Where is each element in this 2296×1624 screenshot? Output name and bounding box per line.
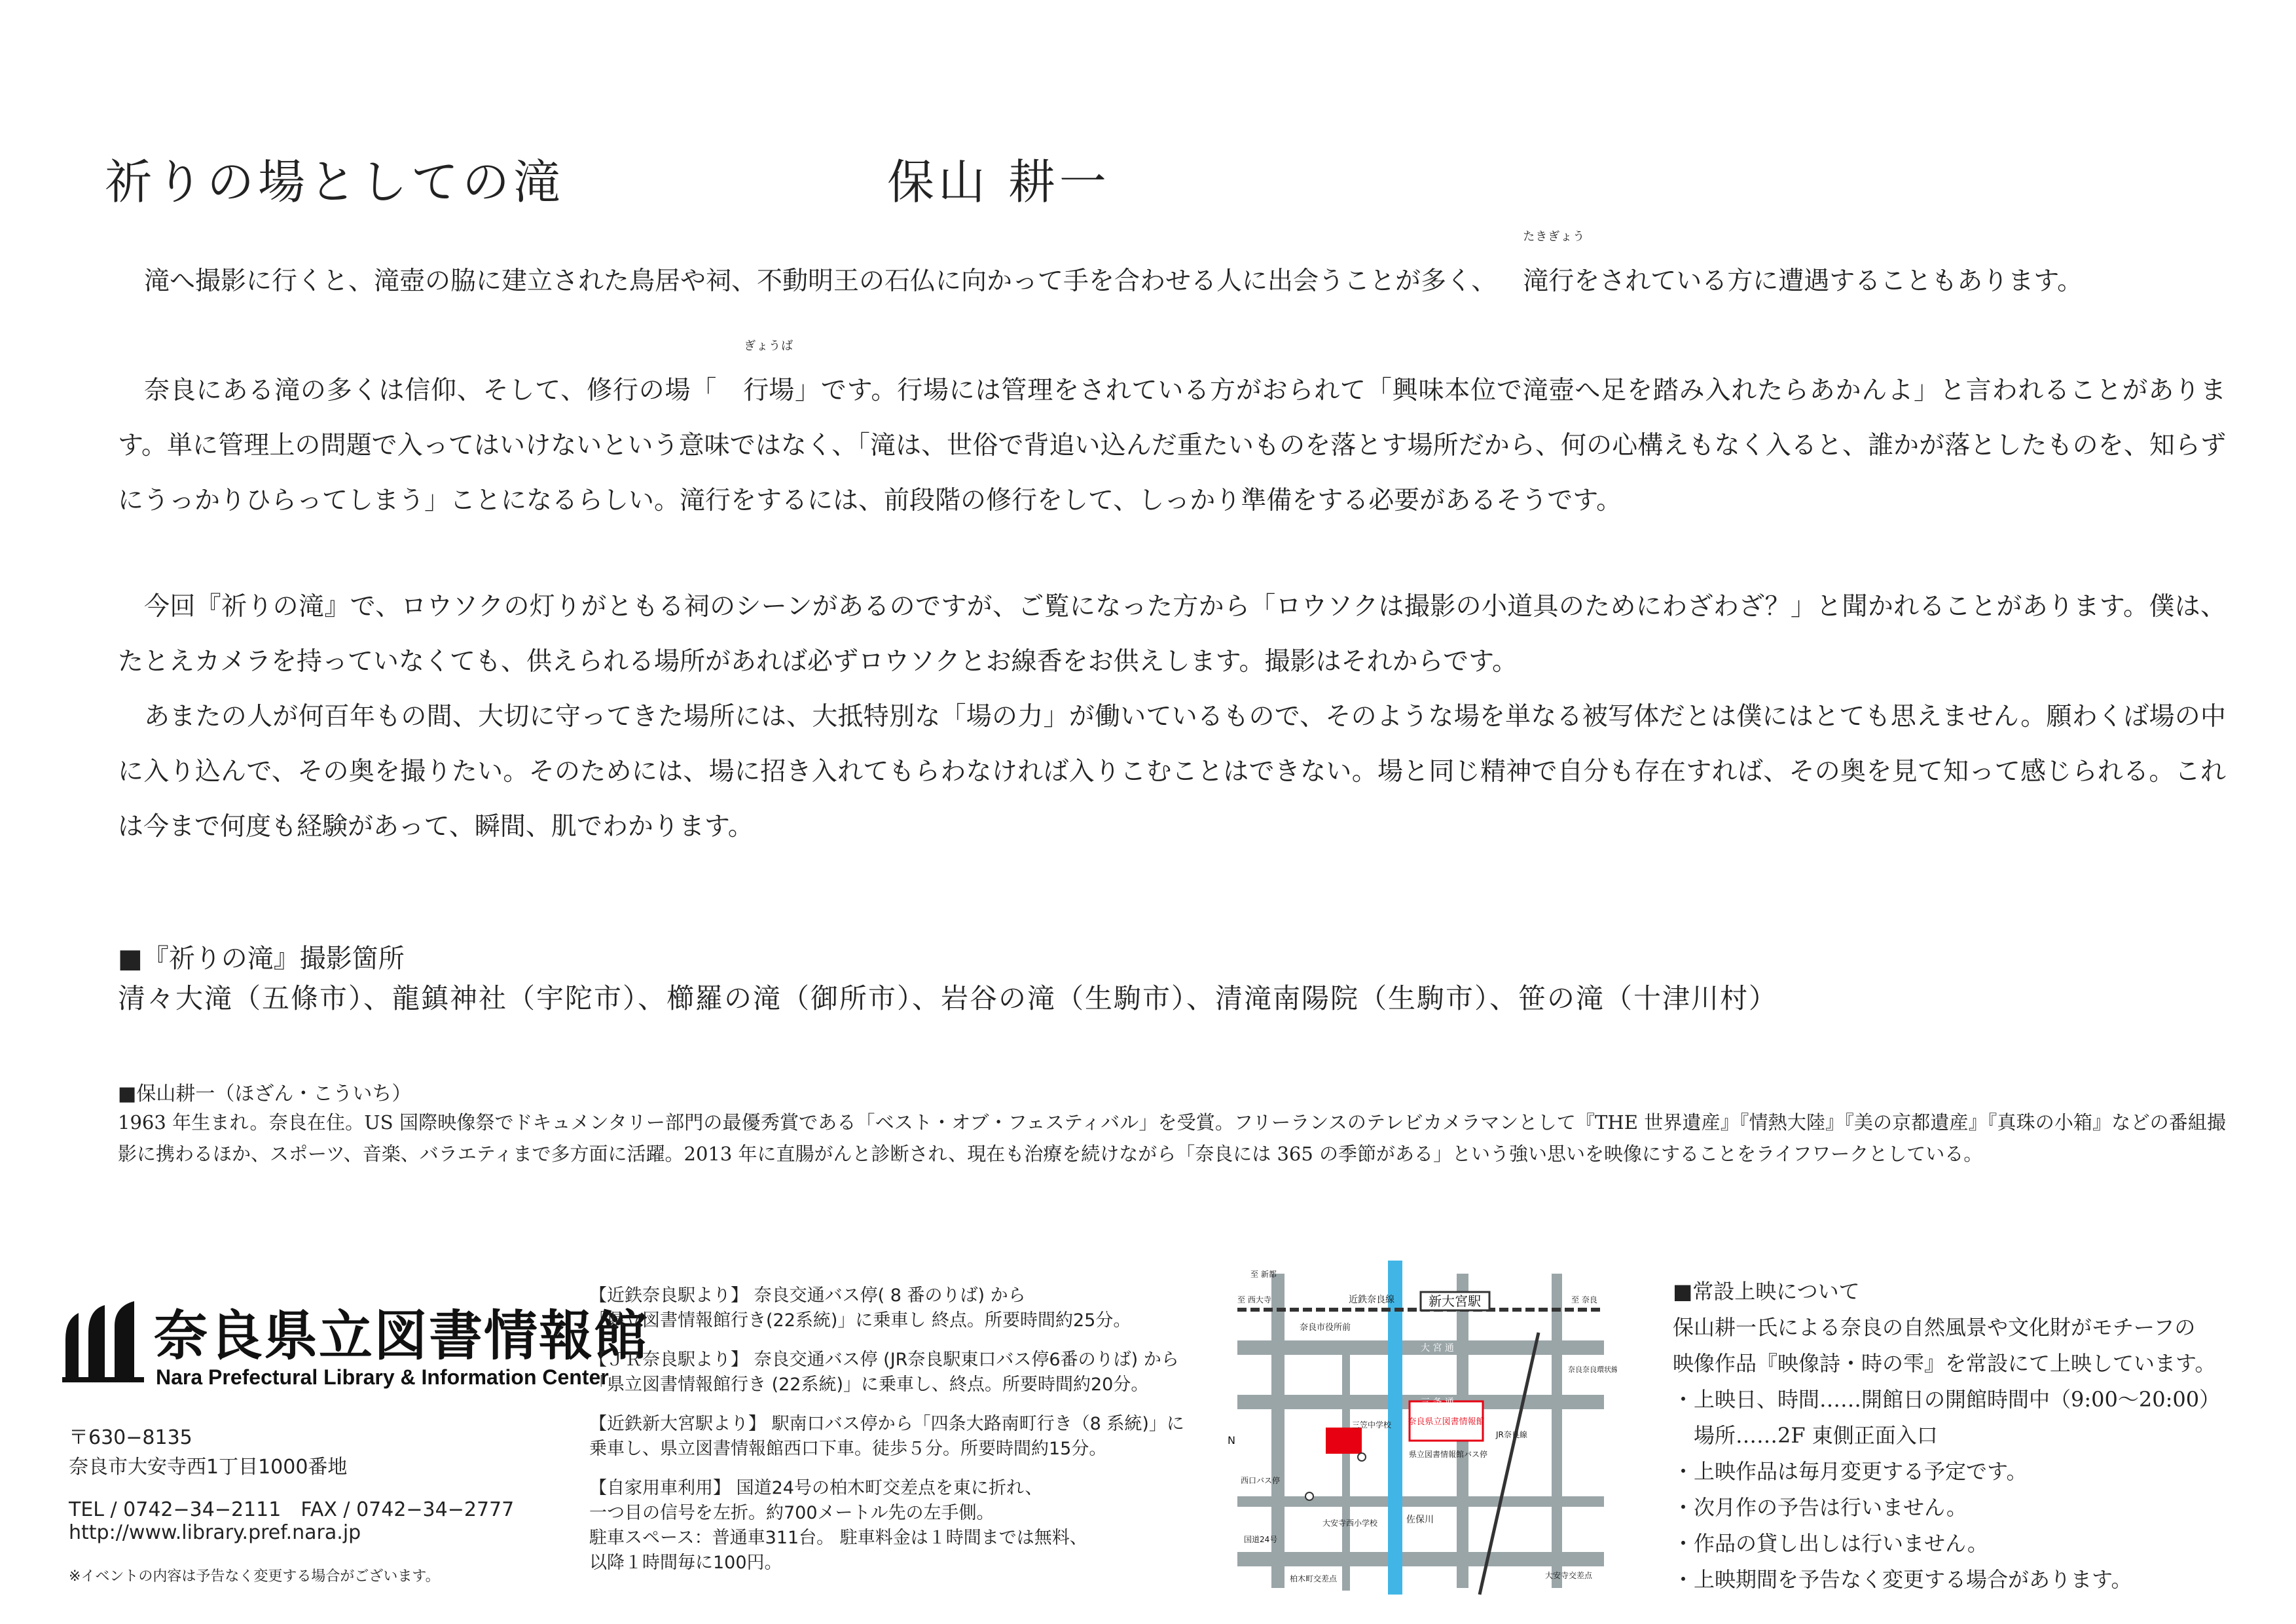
screening-line: ・上映作品は毎月変更する予定です。 xyxy=(1673,1459,2028,1484)
road-mid xyxy=(1237,1496,1604,1507)
map-label: 至 新都 xyxy=(1250,1270,1277,1279)
ruby-base: 行場 xyxy=(743,376,795,405)
screening-line: 場所……2F 東側正面入口 xyxy=(1673,1423,1938,1448)
library-logo-icon xyxy=(62,1300,147,1388)
map-label: 奈良県立図書情報館 xyxy=(1408,1417,1485,1427)
ruby-reading: たきぎょう xyxy=(1523,230,1586,244)
access-line: 「県立図書情報館行き (22系統)」に乗車し、終点。所要時間約20分。 xyxy=(589,1375,1149,1395)
map-label: 奈良市役所前 xyxy=(1300,1323,1351,1333)
screening-line: ・次月作の予告は行いません。 xyxy=(1673,1495,1967,1520)
map-label: JR奈良線 xyxy=(1496,1430,1527,1439)
library-address: 奈良市大安寺西1丁目1000番地 xyxy=(69,1456,348,1479)
access-directions xyxy=(589,1283,1198,1590)
essay-p2-text-a: 奈良にある滝の多くは信仰、そして、修行の場「 xyxy=(144,376,718,405)
essay-paragraph-2 xyxy=(118,339,2226,528)
map-label: 至 奈良 xyxy=(1571,1295,1597,1304)
map-label: 大安寺西小学校 xyxy=(1322,1519,1378,1528)
essay-p1-text-a: 滝へ撮影に行くと、滝壺の脇に建立された鳥居や祠、不動明王の石仏に向かって手を合わせる人に出会うことが多く、 xyxy=(144,267,1497,296)
access-shin-omiya xyxy=(589,1412,1198,1462)
library-url[interactable]: http://www.library.pref.nara.jp xyxy=(69,1521,361,1544)
screening-line: ・上映期間を予告なく変更する場合があります。 xyxy=(1673,1567,2132,1592)
road-south xyxy=(1237,1552,1604,1566)
screening-line: 映像作品『映像詩・時の雫』を常設にて上映しています。 xyxy=(1673,1351,2216,1376)
library-name-en: Nara Prefectural Library & Information Center xyxy=(156,1365,609,1389)
map-label: 三 条 通 xyxy=(1421,1397,1454,1408)
screening-line: ・上映日、時間……開館日の開館時間中（9:00〜20:00） xyxy=(1673,1387,2221,1412)
map-label: 西口バス停 xyxy=(1241,1476,1281,1485)
ruby-base: 滝行 xyxy=(1523,267,1575,296)
screening-line: ・作品の貸し出しは行いません。 xyxy=(1673,1531,1988,1556)
access-line: 【ＪＲ奈良駅より】 奈良交通バス停 (JR奈良駅東口バス停6番のりば) から xyxy=(589,1350,1179,1370)
map-label: 大安寺交差点 xyxy=(1545,1571,1593,1580)
library-name: 奈良県立図書情報館 xyxy=(154,1305,649,1367)
map-label: N xyxy=(1228,1434,1235,1447)
essay-p1-text-b: をされている方に遭遇することもあります。 xyxy=(1574,267,2083,296)
map-label: 柏木町交差点 xyxy=(1290,1574,1338,1583)
bio-heading: ■保山耕一（ほざん・こういち） xyxy=(118,1082,412,1105)
map-label: 佐保川 xyxy=(1406,1515,1434,1525)
access-line: 【近鉄奈良駅より】 奈良交通バス停( 8 番のりば) から xyxy=(589,1285,1026,1306)
access-line: 乗車し、県立図書情報館西口下車。徒歩５分。所要時間約15分。 xyxy=(589,1439,1107,1459)
access-line: 一つ目の信号を左折。約700メートル先の左手側。 xyxy=(589,1503,994,1523)
essay-paragraph-3 xyxy=(118,580,2226,690)
library-postal: 〒630−8135 xyxy=(69,1426,192,1449)
essay-paragraph-4 xyxy=(118,690,2226,855)
locations-list: 清々大滝（五條市）、龍鎮神社（宇陀市）、櫛羅の滝（御所市）、岩谷の滝（生駒市）、清滝南陽院（生駒市）、笹の滝（十津川村） xyxy=(118,982,1778,1014)
access-line: 以降１時間毎に100円。 xyxy=(589,1553,782,1573)
bus-stop-icon xyxy=(1358,1453,1366,1461)
map-label: 三笠中学校 xyxy=(1352,1420,1392,1430)
map-label: 県立図書情報館バス停 xyxy=(1409,1450,1488,1459)
locations-heading: ■『祈りの滝』撮影箇所 xyxy=(118,944,405,974)
road-far-east xyxy=(1552,1274,1562,1588)
library-marker xyxy=(1326,1428,1362,1454)
road-local xyxy=(1342,1355,1350,1591)
essay-paragraph-1 xyxy=(118,230,2226,309)
access-kintetsu-nara xyxy=(589,1283,1198,1333)
access-line: 駐車スペース：普通車311台。 駐車料金は１時間までは無料、 xyxy=(589,1528,1087,1548)
bus-stop-icon xyxy=(1305,1492,1313,1500)
screening-info xyxy=(1673,1274,2262,1598)
map-label: 国道24号 xyxy=(1244,1535,1278,1544)
ruby-gyoba xyxy=(717,339,795,418)
access-jr-nara xyxy=(589,1348,1198,1397)
access-line: 【自家用車利用】 国道24号の柏木町交差点を東に折れ、 xyxy=(589,1478,1043,1498)
access-line: 【近鉄新大宮駅より】 駅南口バス停から「四条大路南町行き（8 系統)」に xyxy=(589,1414,1184,1434)
access-line: 「県立図書情報館行き(22系統)」に乗車し 終点。所要時間約25分。 xyxy=(589,1310,1131,1331)
ruby-takigyo xyxy=(1497,230,1586,309)
library-tel-fax: TEL / 0742−34−2111 FAX / 0742−34−2777 xyxy=(69,1498,515,1521)
screening-heading: ■常設上映について xyxy=(1673,1279,1860,1304)
essay-p2-text-b: 」です。行場には管理をされている方がおられて「興味本位で滝壺へ足を踏み入れたらあかんよ」と言われることがあります。単に管理上の問題で入ってはいけないという意味ではなく、「滝は、世俗で背追い込んだ重たいものを落とす場所だから、何の心構えもなく入ると、誰かが落としたものを、知らずにうっかりひらってしまう」ことになるらしい。滝行をするには、前段階の修行をして、しっかり準備をする必要があるそうです。 xyxy=(118,376,2226,515)
essay-p3-text: 今回『祈りの滝』で、ロウソクの灯りがともる祠のシーンがあるのですが、ご覧になった方から「ロウソクは撮影の小道具のためにわざわざ？」と聞かれることがあります。僕は、たとえカメラを持っていなくても、供えられる場所があれば必ずロウソクとお線香をお供えします。撮影はそれからです。 xyxy=(118,592,2226,676)
author-name: 保山 耕一 xyxy=(887,155,1110,210)
essay-p4-text: あまたの人が何百年もの間、大切に守ってきた場所には、大抵特別な「場の力」が働いているもので、そのような場を単なる被写体だとは僕にはとても思えません。願わくば場の中に入り込んで、その奥を撮りたい。そのためには、場に招き入れてもらわなければ入りこむことはできない。場と同じ精神で自分も存在すれば、その奥を見て知って感じられる。これは今まで何度も経験があって、瞬間、肌でわかります。 xyxy=(118,702,2226,841)
page-title: 祈りの場としての滝 xyxy=(105,155,565,210)
map-label: 至 西大寺 xyxy=(1237,1295,1271,1304)
ruby-reading: ぎょうば xyxy=(744,339,794,353)
map-label: 奈良奈良環状線 xyxy=(1568,1365,1617,1374)
map-label: 大 宮 通 xyxy=(1421,1343,1454,1354)
access-car xyxy=(589,1476,1198,1576)
bio-text: 1963 年生まれ。奈良在住。US 国際映像祭でドキュメンタリー部門の最優秀賞である「ベスト・オブ・フェスティバル」を受賞。フリーランスのテレビカメラマンとして『THE 世界遺産』『情熱大陸』『美の京都遺産』『真珠の小箱』などの番組撮影に携わるほか、スポーツ、音楽、バラエティまで多方面に活躍。2013 年に直腸がんと診断され、現在も治療を続けながら「奈良には 365 の季節がある」という強い思いを映像にすることをライフワークとしている。 xyxy=(118,1111,2226,1165)
screening-line: 保山耕一氏による奈良の自然風景や文化財がモチーフの xyxy=(1673,1315,2196,1340)
event-note: ※イベントの内容は予告なく変更する場合がございます。 xyxy=(69,1568,440,1585)
map-label: 近鉄奈良線 xyxy=(1349,1295,1394,1305)
map-label: 新大宮駅 xyxy=(1429,1293,1481,1309)
access-map xyxy=(1224,1261,1617,1604)
